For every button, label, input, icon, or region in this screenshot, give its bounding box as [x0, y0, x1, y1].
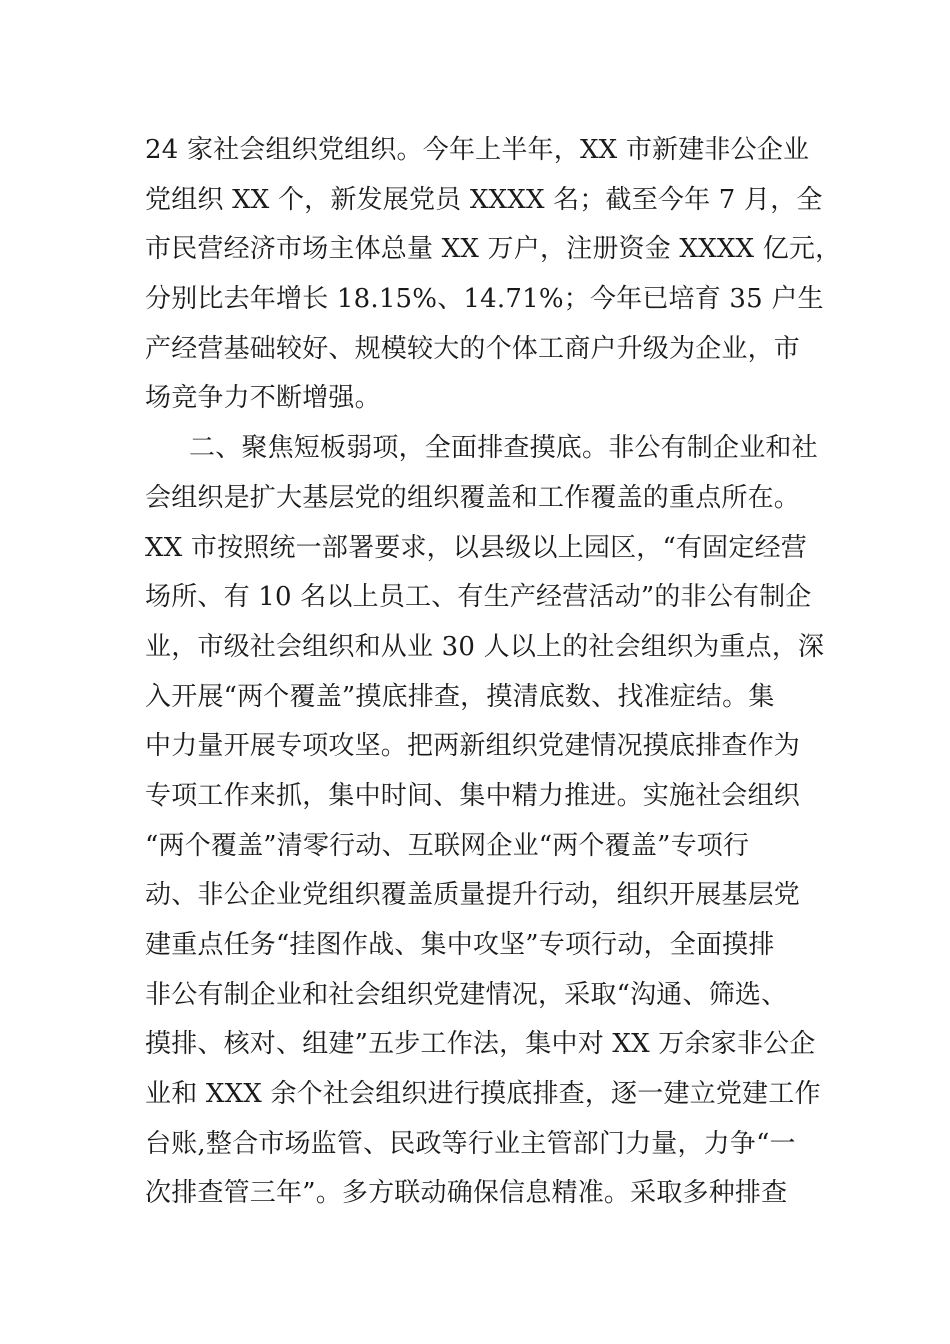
text-line: 分别比去年增长 18.15%、14.71%；今年已培育 35 户生 [145, 284, 824, 315]
text-line: 专项工作来抓，集中时间、集中精力推进。实施社会组织 [145, 780, 801, 811]
text-line: 非公有制企业和社会组织党建情况，采取“沟通、筛选、 [145, 979, 788, 1010]
text-line: 产经营基础较好、规模较大的个体工商户升级为企业，市 [145, 333, 801, 364]
text-line: 会组织是扩大基层党的组织覆盖和工作覆盖的重点所在。 [145, 482, 801, 513]
text-line: 党组织 XX 个，新发展党员 XXXX 名；截至今年 7 月，全 [145, 184, 823, 215]
text-line: “两个覆盖”清零行动、互联网企业“两个覆盖”专项行 [145, 830, 750, 861]
body-text [145, 126, 842, 1219]
text-line: 业和 XXX 余个社会组织进行摸底排查，逐一建立党建工作 [145, 1079, 821, 1110]
text-line: 场竞争力不断增强。 [145, 383, 381, 414]
text-line: 摸排、核对、组建”五步工作法，集中对 XX 万余家非公企 [145, 1029, 816, 1060]
text-line: 台账,整合市场监管、民政等行业主管部门力量，力争“一 [145, 1128, 796, 1159]
text-line: 中力量开展专项攻坚。把两新组织党建情况摸底排查作为 [145, 731, 801, 762]
text-line: 动、非公企业党组织覆盖质量提升行动，组织开展基层党 [145, 880, 801, 911]
text-line: XX 市按照统一部署要求，以县级以上园区，“有固定经营 [145, 532, 807, 563]
text-line: 入开展“两个覆盖”摸底排查，摸清底数、找准症结。集 [145, 681, 775, 712]
text-line: 场所、有 10 名以上员工、有生产经营活动”的非公有制企 [145, 582, 812, 613]
text-line: 次排查管三年”。多方联动确保信息精准。采取多种排查 [145, 1178, 788, 1209]
text-line: 建重点任务“挂图作战、集中攻坚”专项行动，全面摸排 [145, 930, 775, 960]
text-line: 市民营经济市场主体总量 XX 万户，注册资金 XXXX 亿元， [145, 234, 842, 265]
text-line: 业，市级社会组织和从业 30 人以上的社会组织为重点，深 [145, 631, 825, 662]
section-heading-line: 二、聚焦短板弱项，全面排查摸底。非公有制企业和社 [189, 433, 818, 464]
text-line: 24 家社会组织党组织。今年上半年，XX 市新建非公企业 [145, 135, 810, 165]
